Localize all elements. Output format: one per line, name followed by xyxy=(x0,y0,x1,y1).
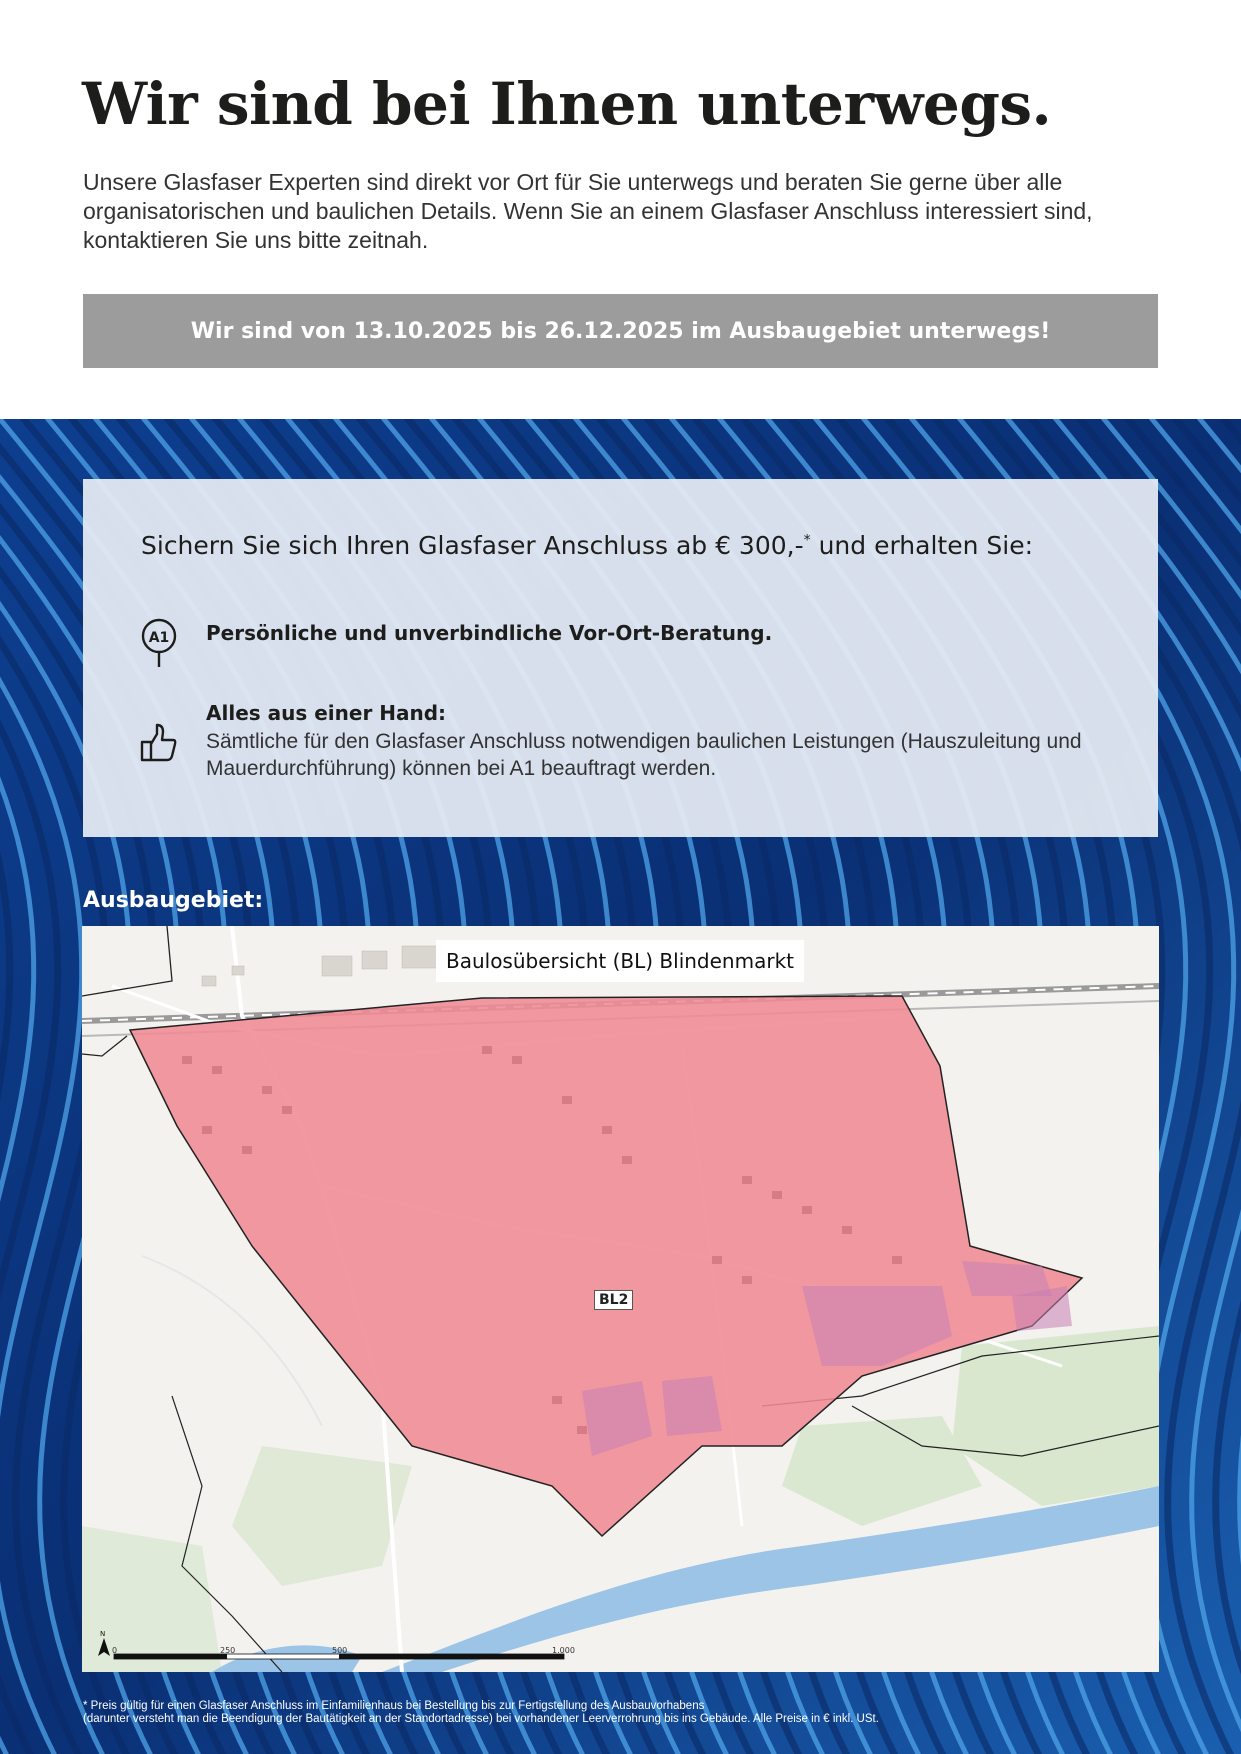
benefit-title-consultation: Persönliche und unverbindliche Vor-Ort-Beratung. xyxy=(206,621,773,645)
footnote xyxy=(83,1700,1183,1726)
a1-location-pin-icon xyxy=(139,617,179,674)
intro-paragraph: Unsere Glasfaser Experten sind direkt vor Ort für Sie unterwegs und beraten Sie gerne über alle organisatorischen und baulichen Details. Wenn Sie an einem Glasfaser Anschluss interessiert sind, kontaktieren Sie uns bitte zeitnah. xyxy=(83,169,1093,253)
offer-title-footnote-mark: * xyxy=(803,532,811,549)
area-section-label: Ausbaugebiet: xyxy=(83,888,264,913)
footnote-line-1: * Preis gültig für einen Glasfaser Anschluss im Einfamilienhaus bei Bestellung bis zur Fertigstellung des Ausbauvorhabens xyxy=(83,1700,705,1712)
map-title: Baulosübersicht (BL) Blindenmarkt xyxy=(436,940,804,982)
scale-tick-250: 250 xyxy=(220,1646,236,1655)
page-headline: Wir sind bei Ihnen unterwegs. xyxy=(82,70,1052,138)
scale-tick-500: 500 xyxy=(332,1646,348,1655)
thumbs-up-icon xyxy=(139,722,179,771)
offer-title xyxy=(141,531,1141,560)
scale-tick-1000: 1.000 xyxy=(552,1646,575,1655)
coverage-map xyxy=(82,926,1159,1672)
offer-title-text: Sichern Sie sich Ihren Glasfaser Anschluss ab € 300,- xyxy=(141,531,804,560)
footnote-line-2: (darunter versteht man die Beendigung der Bautätigkeit an der Standortadresse) bei vorhandener Leerverrohrung bis ins Gebäude. Alle Preise in € inkl. USt. xyxy=(83,1713,879,1725)
zone-label-bl2: BL2 xyxy=(594,1290,633,1310)
date-banner-text: Wir sind von 13.10.2025 bis 26.12.2025 im Ausbaugebiet unterwegs! xyxy=(190,318,1051,344)
benefit-text-one-hand: Sämtliche für den Glasfaser Anschluss notwendigen baulichen Leistungen (Hauszuleitung und Mauerdurchführung) können bei A1 beauftragt werden. xyxy=(206,730,1082,780)
offer-title-suffix: und erhalten Sie: xyxy=(810,531,1034,560)
north-label: N xyxy=(100,1630,106,1638)
date-banner xyxy=(83,294,1158,368)
benefit-title-one-hand: Alles aus einer Hand: xyxy=(206,701,447,725)
a1-pin-text: A1 xyxy=(148,630,170,646)
scale-tick-0: 0 xyxy=(112,1646,118,1655)
offer-panel xyxy=(83,479,1158,837)
